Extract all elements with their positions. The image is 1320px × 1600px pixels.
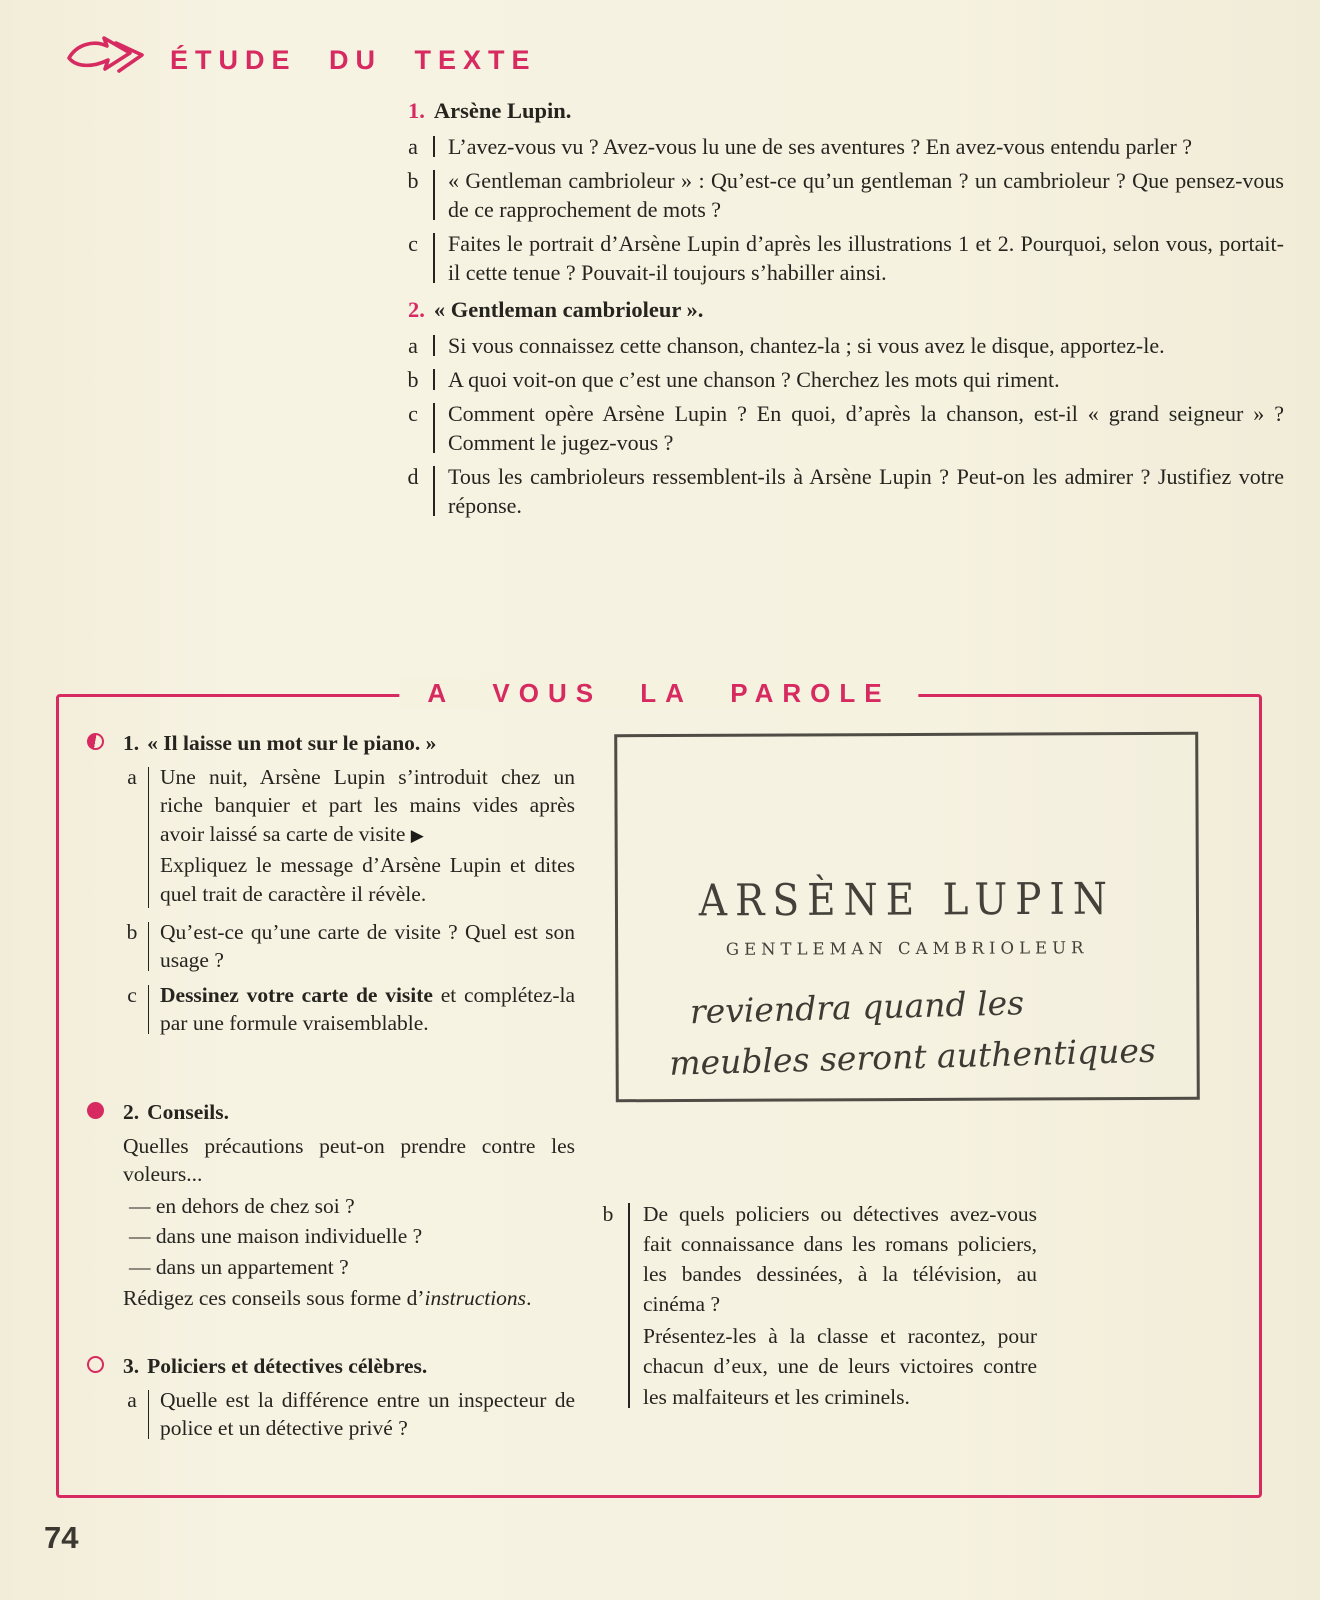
page-number: 74: [44, 1520, 79, 1555]
question-text: Si vous connaissez cette chanson, chantez-la ; si vous avez le disque, apportez-le.: [448, 332, 1165, 358]
question-letter: b: [407, 366, 419, 392]
question-item: [402, 132, 1284, 161]
question-text: [160, 981, 575, 1038]
parole-title: A VOUS LA PAROLE: [399, 678, 918, 709]
outro-text-part: Rédigez ces conseils sous forme d’: [123, 1285, 425, 1310]
parole-heading-3: [123, 1352, 575, 1381]
question-paragraph: De quels policiers ou détectives avez-vous fait connaissance dans les romans policiers, les bandes dessinées, à la télévision, au cinéma ?: [643, 1202, 1037, 1317]
question-text: Faites le portrait d’Arsène Lupin d’après les illustrations 1 et 2. Pourquoi, selon vous, portait-il cette tenue ? Pouvait-il toujours s’habiller ainsi.: [448, 230, 1284, 285]
divider-bar: [433, 466, 435, 516]
question-letter: c: [408, 400, 418, 426]
question-letter: a: [127, 1387, 137, 1412]
divider-bar: [433, 369, 435, 390]
divider-bar: [433, 233, 435, 283]
question-letter: b: [126, 919, 138, 944]
visiting-card: [614, 732, 1200, 1103]
half-filled-bullet-icon: [87, 733, 104, 750]
question-letter: a: [408, 133, 418, 159]
question-text: Tous les cambrioleurs ressemblent-ils à Arsène Lupin ? Peut-on les admirer ? Justifiez votre réponse.: [448, 463, 1284, 518]
card-subtitle: GENTLEMAN CAMBRIOLEUR: [725, 938, 1089, 959]
etude-section: [402, 88, 1284, 525]
divider-bar: [433, 335, 435, 356]
question-text-bold: Dessinez votre carte de visite: [160, 982, 433, 1007]
open-bullet-icon: [87, 1356, 104, 1373]
handwritten-line: meubles seront authentiques: [668, 1030, 1157, 1083]
page-header: [64, 34, 537, 83]
handwritten-note: [668, 974, 1157, 1089]
parole-box: [56, 678, 1262, 1498]
parole-heading-1: [123, 729, 575, 758]
heading-title: « Gentleman cambrioleur ».: [433, 296, 704, 322]
question-letter: b: [407, 167, 419, 193]
question-letter: b: [602, 1202, 614, 1226]
arrow-swoosh-icon: [64, 34, 148, 83]
question-text: Quelle est la différence entre un inspecteur de police et un détective privé ?: [160, 1387, 575, 1441]
card-name: ARSÈNE LUPIN: [698, 874, 1116, 927]
handwritten-line: reviendra quand les: [689, 983, 1025, 1032]
heading-number: 2.: [408, 296, 425, 322]
question-paragraph: Présentez-les à la classe et racontez, pour chacun d’eux, une de leurs victoires contre les malfaiteurs et les criminels.: [643, 1324, 1037, 1409]
question-letter: c: [408, 230, 418, 256]
question-text: Qu’est-ce qu’une carte de visite ? Quel est son usage ?: [160, 919, 575, 973]
question-text-part: Une nuit, Arsène Lupin s’introduit chez un riche banquier et part les mains vides après avoir laissé sa carte de visite: [160, 764, 575, 846]
parole-left-column: [123, 729, 575, 1449]
question-text: [643, 1199, 1037, 1412]
heading-number: 1.: [408, 98, 425, 123]
question-item: [123, 763, 575, 912]
question-text-part: et complétez-la par une formule vraisemblable.: [160, 982, 575, 1036]
divider-bar: [148, 1390, 149, 1439]
question-letter: c: [127, 982, 137, 1007]
heading-number: 1.: [123, 731, 140, 755]
question-letter: d: [407, 463, 419, 489]
heading-title: Policiers et détectives célèbres.: [147, 1354, 428, 1379]
question-item: [402, 331, 1284, 360]
heading-number: 3.: [123, 1354, 140, 1379]
divider-bar: [148, 922, 149, 971]
heading-title: « Il laisse un mot sur le piano. »: [147, 731, 437, 755]
question-item: [123, 981, 575, 1038]
question-item: [402, 166, 1284, 224]
question-item: [402, 462, 1284, 520]
divider-bar: [433, 170, 435, 220]
dash-item: — dans un appartement ?: [129, 1254, 349, 1279]
question-item: [402, 399, 1284, 457]
heading-title: Arsène Lupin.: [433, 98, 572, 123]
heading-number: 2.: [123, 1099, 140, 1124]
outro-text-part: .: [526, 1285, 532, 1310]
question-item: [402, 365, 1284, 394]
parole-section-3: [123, 1352, 575, 1443]
question-text: Comment opère Arsène Lupin ? En quoi, d’après la chanson, est-il « grand seigneur » ? Comment le jugez-vous ?: [448, 400, 1284, 455]
question-text: [160, 763, 575, 912]
question-paragraph: [160, 763, 575, 849]
etude-heading-2: [408, 295, 1284, 325]
dash-item: — en dehors de chez soi ?: [129, 1193, 355, 1218]
section-intro: Quelles précautions peut-on prendre contre les voleurs...: [123, 1133, 575, 1187]
dash-item: — dans une maison individuelle ?: [129, 1224, 423, 1249]
outro-text-italic: instructions: [424, 1285, 527, 1310]
parole-section-1: [123, 729, 575, 1038]
question-paragraph: Expliquez le message d’Arsène Lupin et dites quel trait de caractère il révèle.: [160, 853, 575, 906]
parole-heading-2: [123, 1098, 575, 1127]
etude-heading-1: [408, 96, 1284, 126]
question-item: [123, 918, 575, 975]
section-outro: [123, 1284, 575, 1313]
divider-bar: [148, 767, 149, 908]
filled-bullet-icon: [87, 1102, 104, 1119]
question-text: « Gentleman cambrioleur » : Qu’est-ce qu’un gentleman ? un cambrioleur ? Que pensez-vous de ce rapprochement de mots ?: [448, 167, 1284, 222]
question-letter: a: [127, 764, 137, 789]
divider-bar: [148, 985, 149, 1034]
parole-section-3-item-b: [597, 1199, 1037, 1412]
parole-section-2: [123, 1098, 575, 1312]
page-title: ÉTUDE DU TEXTE: [170, 45, 537, 75]
question-item: [123, 1386, 575, 1443]
divider-bar: [433, 403, 435, 453]
heading-title: Conseils.: [147, 1099, 229, 1124]
pointer-triangle-icon: ▶: [410, 825, 424, 845]
divider-bar: [628, 1203, 630, 1408]
divider-bar: [433, 136, 435, 157]
question-text: A quoi voit-on que c’est une chanson ? Cherchez les mots qui riment.: [448, 366, 1060, 392]
question-text: L’avez-vous vu ? Avez-vous lu une de ses aventures ? En avez-vous entendu parler ?: [448, 133, 1193, 159]
question-item: [402, 229, 1284, 287]
question-letter: a: [408, 332, 418, 358]
